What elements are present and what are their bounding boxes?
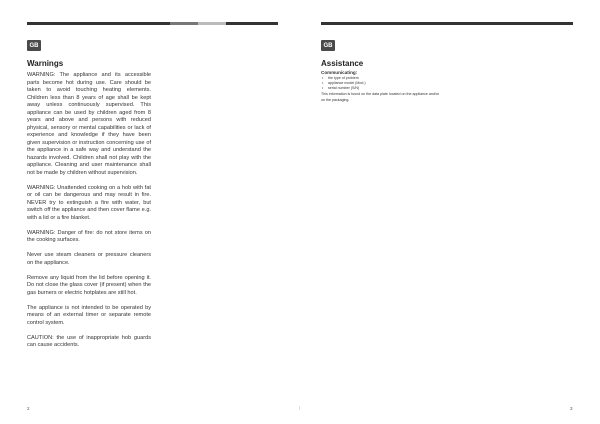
header-bar [321, 22, 573, 25]
list-item: • serial number (S/N) [328, 86, 451, 91]
assistance-info-line: This information is found on the data plate located on the appliance and/or [321, 92, 440, 96]
warning-paragraph: WARNING: Unattended cooking on a hob with fat or oil can be dangerous and may result in fire. NEVER try to extinguish a fire with water, but switch off the appliance and then cover flame e.g. with a lid or a fire blanket. [27, 184, 151, 221]
assistance-subheading: Communicating: [321, 70, 358, 75]
header-bar-dark [321, 22, 573, 25]
spine-mark [299, 406, 300, 410]
language-badge: GB [27, 40, 41, 51]
header-bar-dark [27, 22, 170, 25]
header-bar-dark-end [226, 22, 278, 25]
warning-paragraph: The appliance is not intended to be operated by means of an external timer or separate remote control system. [27, 304, 151, 326]
warning-paragraph: WARNING: Danger of fire: do not store items on the cooking surfaces. [27, 229, 151, 243]
assistance-list [321, 76, 451, 91]
warning-paragraph: WARNING: The appliance and its accessible parts become hot during use. Care should be taken to avoid touching heating elements. Children less than 8 years of age shall be kept away unless continuously supervised. This appliance can be used by children aged from 8 years and above and persons with reduced physical, sensory or mental capabilities or lack of experience and knowledge if they have been given supervision or instruction concerning use of the appliance in a safe way and understand the hazards involved. Children shall not play with the appliance. Cleaning and user maintenance shall not be made by children without supervision. [27, 72, 151, 176]
language-badge: GB [321, 40, 335, 51]
section-title: Warnings [27, 59, 64, 68]
warning-paragraph: Remove any liquid from the lid before opening it. Do not close the glass cover (if present) when the gas burners or electric hotplates are still hot. [27, 274, 151, 296]
assistance-block [321, 70, 451, 103]
assistance-info-line: on the packaging. [321, 98, 350, 102]
right-page [300, 0, 600, 424]
page-number: 2 [27, 406, 30, 411]
warnings-text [27, 72, 151, 357]
warning-paragraph: Never use steam cleaners or pressure cleaners on the appliance. [27, 252, 151, 266]
header-bar-light [198, 22, 226, 25]
page-number: 3 [570, 406, 573, 411]
header-bar-mid [170, 22, 198, 25]
list-item: • the type of problem [328, 76, 451, 81]
warning-paragraph: CAUTION: the use of inappropriate hob guards can cause accidents. [27, 334, 151, 348]
header-bar [27, 22, 278, 25]
list-item: • appliance model (Mod.) [328, 81, 451, 86]
section-title: Assistance [321, 59, 364, 68]
